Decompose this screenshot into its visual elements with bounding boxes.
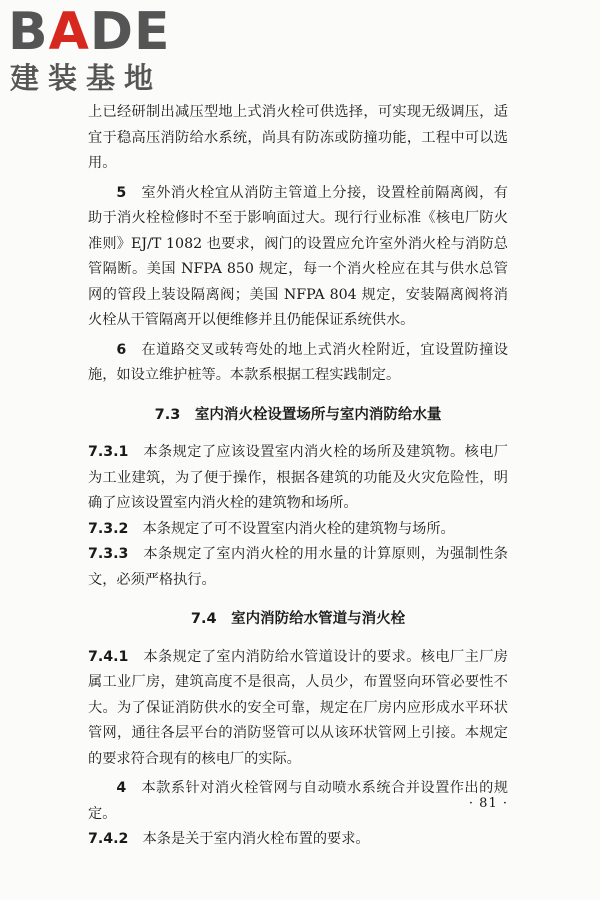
item-text: 在道路交叉或转弯处的地上式消火栓附近，宜设置防撞设施，如设立维护桩等。本款系根据工程实践制定。	[88, 341, 508, 383]
item-number: 4	[116, 780, 127, 796]
clause-number: 7.3.3	[88, 546, 129, 562]
clause-text: 本条是关于室内消火栓布置的要求。	[142, 831, 370, 847]
clause-7-3-2	[88, 517, 508, 543]
section-heading-7-4: 7.4 室内消防给水管道与消火栓	[190, 611, 406, 627]
clause-number: 7.4.1	[88, 648, 129, 665]
paragraph-item-4	[88, 776, 508, 827]
item-number: 5	[116, 184, 127, 201]
clause-7-3-3	[88, 542, 508, 593]
item-text: 室外消火栓宜从消防主管道上分接，设置栓前隔离阀，有助于消火栓检修时不至于影响面过大。现行行业标准《核电厂防火准则》EJ/T 1082 也要求，阀门的设置应允许室外消火栓与消防总管隔断。美国 NFPA 850 规定，每一个消火栓应在其与供水总管网的管段上装设隔离阀；美国 NFPA 804 规定，安装隔离阀将消火栓从干管隔离开以便维修并且仍能保证系统供水。	[88, 184, 508, 328]
document-body	[88, 100, 508, 853]
section-heading-7-3: 7.3 室内消火栓设置场所与室内消防给水量	[154, 406, 442, 423]
clause-text: 本条规定了室内消防给水管道设计的要求。核电厂主厂房属工业厂房，建筑高度不是很高，人员少，布置竖向环管必要性不大。为了保证消防供水的安全可靠，规定在厂房内应形成水平环状管网，通往各层平台的消防竖管可以从该环状管网上引接。本规定的要求符合现有的核电厂的实际。	[88, 648, 508, 767]
bade-logo	[8, 4, 188, 96]
logo-letter-a-accent: A	[48, 2, 90, 62]
logo-letter-b: B	[8, 2, 49, 62]
logo-wordmark	[8, 4, 171, 60]
clause-number: 7.4.2	[88, 831, 129, 847]
paragraph-item-6	[88, 338, 508, 389]
clause-number: 7.3.1	[88, 444, 129, 460]
logo-subtitle: 建装基地	[10, 61, 163, 95]
paragraph-item-5	[88, 181, 508, 334]
clause-number: 7.3.2	[88, 520, 129, 537]
clause-text: 本条规定了可不设置室内消火栓的建筑物与场所。	[142, 520, 455, 537]
item-text: 本款系针对消火栓管网与自动喷水系统合并设置作出的规定。	[88, 780, 508, 822]
logo-letters-de: DE	[89, 2, 171, 62]
clause-text: 本条规定了室内消火栓的用水量的计算原则，为强制性条文，必须严格执行。	[88, 546, 508, 588]
clause-7-4-1	[88, 645, 508, 773]
item-number: 6	[116, 341, 127, 358]
clause-text: 本条规定了应该设置室内消火栓的场所及建筑物。核电厂为工业建筑，为了便于操作，根据各建筑的功能及火灾危险性，明确了应该设置室内消火栓的建筑物和场所。	[88, 444, 508, 511]
clause-7-4-2	[88, 827, 508, 853]
paragraph-continued: 上已经研制出减压型地上式消火栓可供选择，可实现无级调压，适宜于稳高压消防给水系统，尚具有防冻或防撞功能，工程中可以选用。	[88, 104, 508, 171]
page-number: · 81 ·	[468, 796, 508, 811]
clause-7-3-1	[88, 440, 508, 517]
